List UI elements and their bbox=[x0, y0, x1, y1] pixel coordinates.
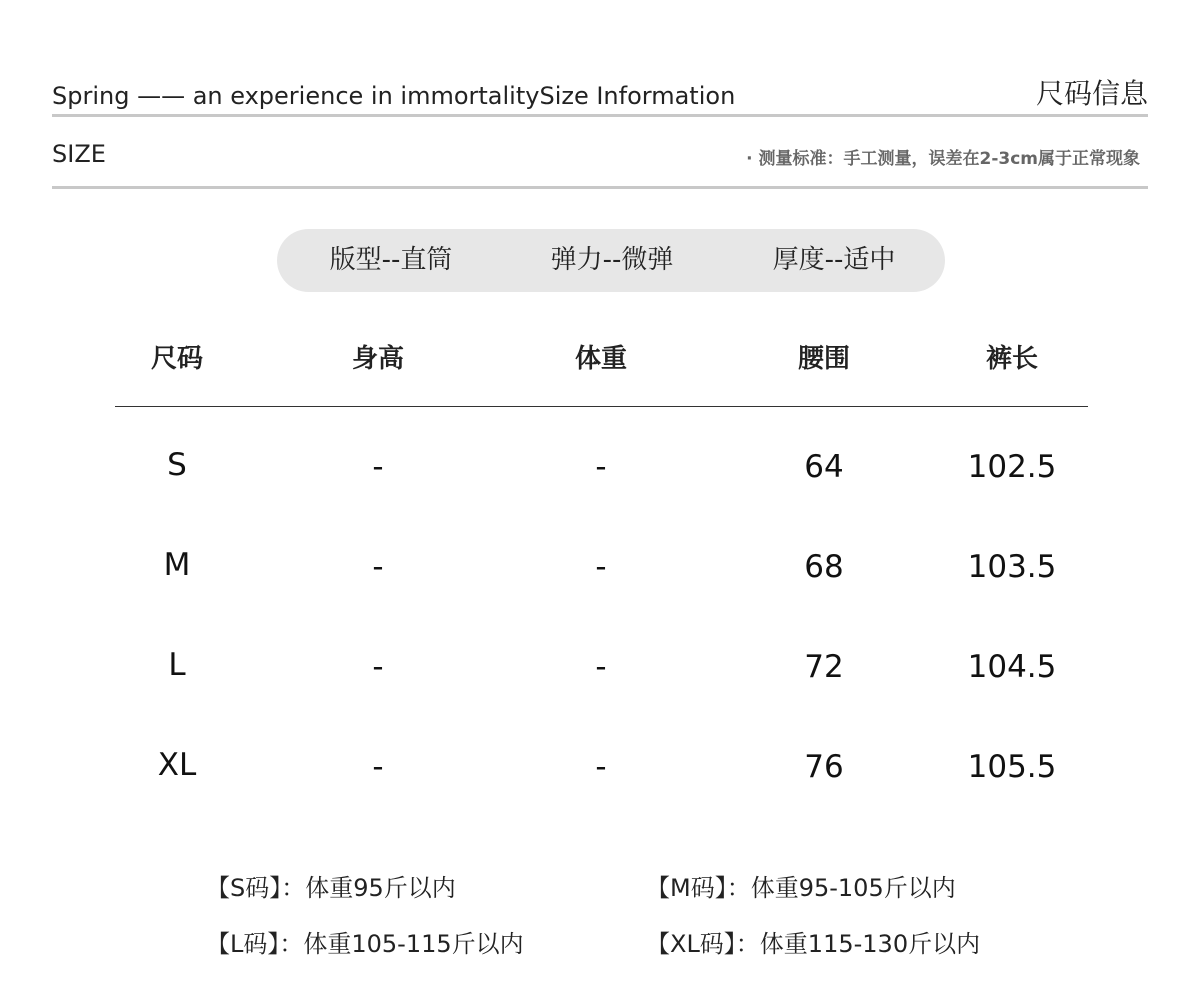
weight-guide bbox=[0, 858, 1200, 968]
header-row bbox=[52, 70, 1148, 117]
cell-length: 103.5 bbox=[967, 549, 1057, 585]
header-waist: 腰围 bbox=[797, 344, 851, 374]
cell-height: - bbox=[372, 749, 384, 785]
weight-guide-m: 【M码】：体重95-105斤以内 bbox=[646, 874, 956, 902]
measure-note: · 测量标准：手工测量，误差在2-3cm属于正常现象 bbox=[746, 149, 1140, 169]
cell-size: L bbox=[168, 647, 186, 683]
attribute-fit: 版型--直筒 bbox=[329, 245, 453, 275]
cell-height: - bbox=[372, 549, 384, 585]
weight-guide-s: 【S码】：体重95斤以内 bbox=[206, 874, 456, 902]
table-row bbox=[115, 707, 1088, 807]
cell-weight: - bbox=[595, 749, 607, 785]
table-row bbox=[115, 407, 1088, 507]
header-height: 身高 bbox=[351, 344, 405, 374]
header-weight: 体重 bbox=[574, 344, 628, 374]
attribute-elasticity: 弹力--微弹 bbox=[550, 245, 674, 275]
table-row bbox=[115, 607, 1088, 707]
cell-size: M bbox=[163, 547, 191, 583]
page-title: 尺码信息 bbox=[1035, 77, 1148, 110]
header-size: 尺码 bbox=[150, 344, 204, 374]
attribute-thickness: 厚度--适中 bbox=[772, 245, 896, 275]
table-row bbox=[115, 507, 1088, 607]
size-label: SIZE bbox=[52, 140, 106, 168]
cell-size: S bbox=[167, 447, 187, 483]
brand-text: Spring —— an experience in immortalitySize Information bbox=[52, 82, 736, 110]
cell-waist: 68 bbox=[804, 549, 844, 585]
cell-length: 105.5 bbox=[967, 749, 1057, 785]
header-length: 裤长 bbox=[985, 344, 1039, 374]
weight-guide-xl: 【XL码】：体重115-130斤以内 bbox=[646, 930, 981, 958]
cell-height: - bbox=[372, 449, 384, 485]
attribute-pill bbox=[277, 229, 945, 292]
cell-waist: 64 bbox=[804, 449, 844, 485]
cell-weight: - bbox=[595, 649, 607, 685]
cell-waist: 76 bbox=[804, 749, 844, 785]
subheader-row bbox=[52, 118, 1148, 189]
cell-height: - bbox=[372, 649, 384, 685]
cell-size: XL bbox=[157, 747, 197, 783]
weight-guide-l: 【L码】：体重105-115斤以内 bbox=[206, 930, 524, 958]
cell-length: 102.5 bbox=[967, 449, 1057, 485]
cell-weight: - bbox=[595, 449, 607, 485]
table-header bbox=[115, 320, 1088, 407]
cell-length: 104.5 bbox=[967, 649, 1057, 685]
cell-waist: 72 bbox=[804, 649, 844, 685]
cell-weight: - bbox=[595, 549, 607, 585]
size-table bbox=[115, 320, 1088, 807]
